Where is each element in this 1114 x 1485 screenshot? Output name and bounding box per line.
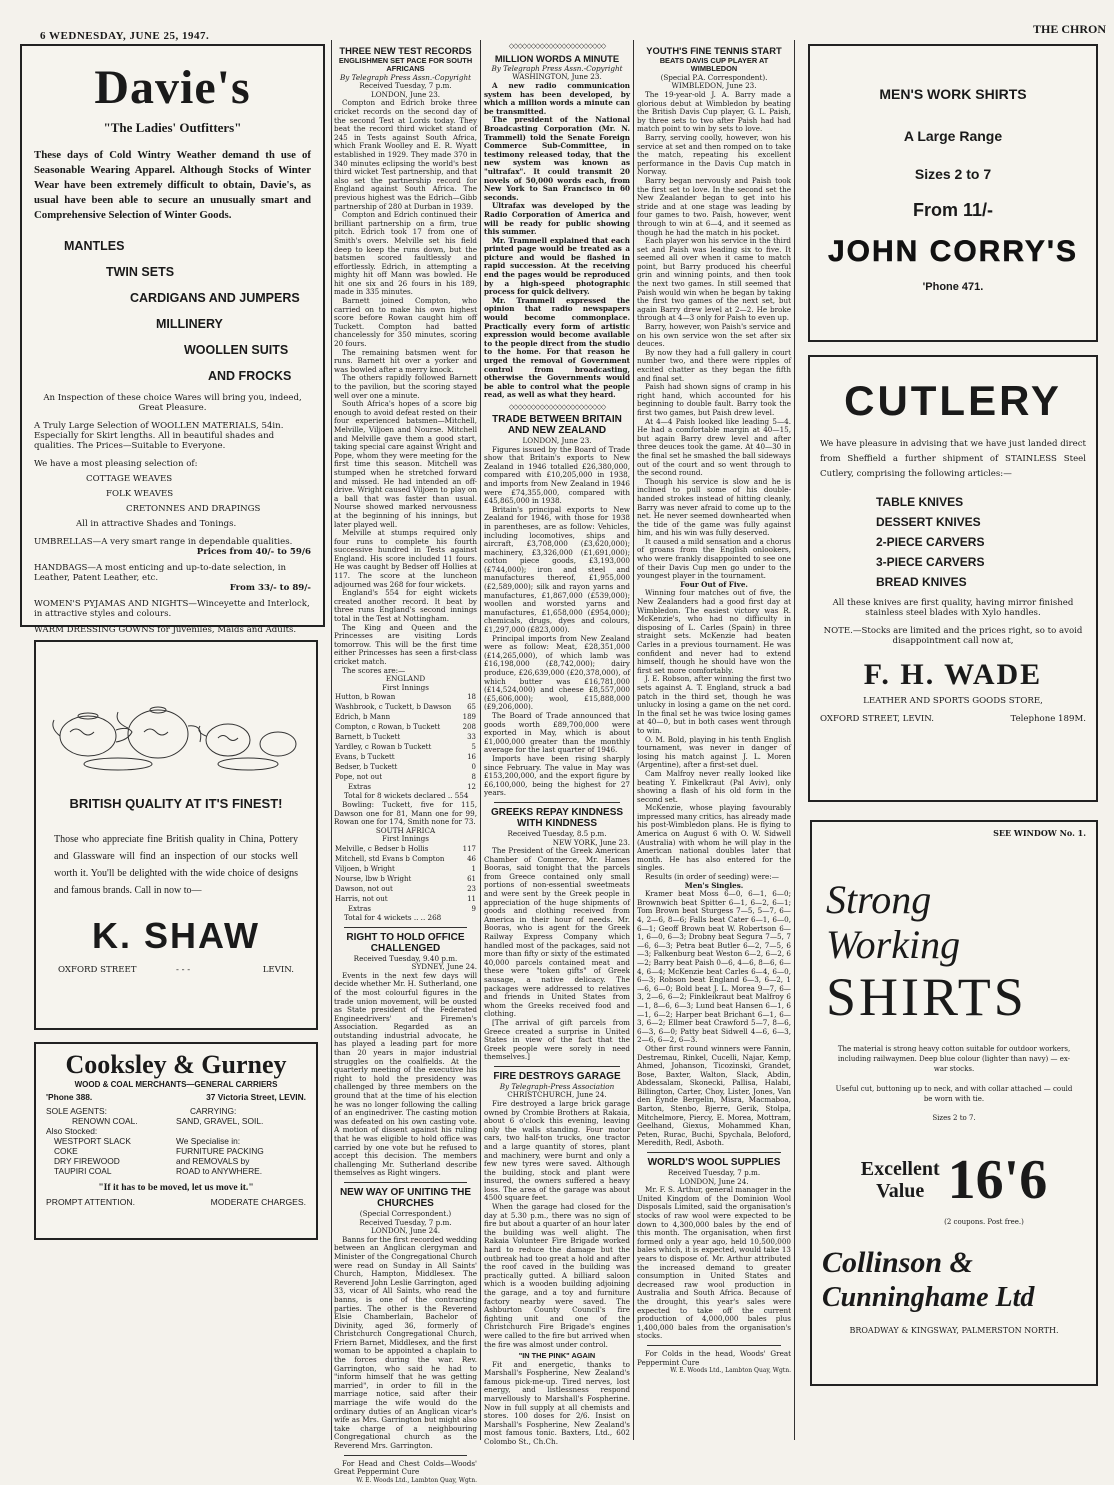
- cold-cure-ad: For Head and Chest Colds—Woods' Great Peppermint Cure: [334, 1458, 477, 1477]
- article-paragraph: Compton and Edrich broke three cricket records on the second day of the second Test at Lords today. They beat the record third wicket stand of 245 in Tests against South Africa, which Frank Woolley and E. R. Wyatt established in 1929. They made 370 in 340 minutes eclipsing the world's best third wicket Test partnership, and that also set the partnership record for England against South Africa. The previous highest was the Edrich—Gibb partnership of 280 at Durban in 1939.: [334, 98, 477, 211]
- article-paragraph: South Africa's hopes of a score big enough to avoid defeat rested on their four experienced batsmen—Mitchell, Melville, Viljoen and Nourse. Mitchell and Melville gave them a good start, taking special care against Wright and Pope, whom they were meeting for the first time this season. Mitchell was stumped when he stretched forward and missed. He had intended an off-drive. Wright caused Viljoen to play on a ball that was faster than usual. Nourse showed marked nervousness at the beginning of his innings, but later played well.: [334, 399, 477, 529]
- score-row: Compton, c Rowan, b Tuckett 208: [335, 723, 476, 732]
- collinson-strong: Strong: [826, 877, 932, 922]
- cooksley-footer-left: PROMPT ATTENTION.: [46, 1197, 135, 1207]
- davies-handbags: HANDBAGS—A most enticing and up-to-date selection, in Leather, Patent Leather, etc.: [34, 563, 287, 583]
- article-paragraph: A new radio communication system has been developed, by which a million words a minute can be transmitted.: [484, 81, 630, 116]
- corry-sizes: Sizes 2 to 7: [914, 166, 992, 182]
- cooksley-stocked-item: COKE: [54, 1146, 78, 1156]
- davies-item: WOOLLEN SUITS: [184, 343, 289, 357]
- shaw-dashes: - - -: [176, 965, 191, 975]
- collinson-price: 16'6: [947, 1149, 1048, 1211]
- collinson-name-1: Collinson &: [822, 1246, 973, 1279]
- cooksley-footer-right: MODERATE CHARGES.: [210, 1197, 306, 1207]
- wade-item: 2-PIECE CARVERS: [876, 535, 985, 549]
- corry-ad: [808, 44, 1098, 342]
- davies-umbrellas-price: Prices from 40/- to 59/6: [196, 547, 311, 557]
- england-bowling: Bowling: Tuckett, five for 115, Dawson one for 81, Mann one for 99, Rowan one for 174, Smith none for 73.: [334, 799, 477, 827]
- sa-scorecard: [334, 844, 477, 914]
- cooksley-address: 37 Victoria Street, LEVIN.: [206, 1092, 306, 1102]
- article-paragraph: Cam Malfroy never really looked like beating Y. Finkelkraut (Pal Aviv), only showing a flash of his old form in the second set.: [637, 768, 791, 804]
- test-received: Received Tuesday, 7 p.m.: [359, 81, 452, 91]
- cooksley-sub: WOOD & COAL MERCHANTS—GENERAL CARRIERS: [74, 1080, 278, 1089]
- trade-dateline: LONDON, June 23.: [522, 435, 592, 445]
- article-paragraph: It caused a mild sensation and a chorus of groans from the English onlookers, who were frankly disappointed to see one of their Davis Cup men go under to the youngest player in the tournament.: [637, 536, 791, 581]
- date-line: 6 WEDNESDAY, JUNE 25, 1947.: [40, 30, 210, 42]
- wade-intro: We have pleasure in advising that we have just landed direct from Sheffield a further shipment of STAINLESS Steel Cutlery, comprising the following articles:—: [820, 439, 1086, 479]
- article-paragraph: The remaining batsmen went for runs. Barnett hit over a yorker and was bowled after a merry knock.: [334, 347, 477, 374]
- davies-selection-intro: We have a most pleasing selection of:: [34, 459, 198, 469]
- column-rule: [633, 40, 634, 1440]
- score-row: Evans, b Tuckett 16: [335, 753, 476, 762]
- score-row: Mitchell, std Evans b Compton 46: [335, 854, 476, 863]
- sa-innings: First Innings: [382, 834, 429, 844]
- article-paragraph: Fire destroyed a large brick garage owned by Crombie Brothers at Rakaia, about 6 o'clock this evening, leaving only the walls standing. Four motor cars, two half-ton trucks, one tractor and a large quantity of stores, plant and machinery, were burnt and only a few new tyres were saved. Although the building, stock and plant were insured, the owners suffered a heavy loss. The area of the garage was about 4500 square feet.: [484, 1098, 630, 1203]
- shaw-town: LEVIN.: [262, 965, 294, 975]
- davies-weave: FOLK WEAVES: [106, 489, 174, 499]
- davies-ad: [20, 44, 325, 635]
- davies-tagline: "The Ladies' Outfitters": [103, 120, 242, 135]
- shaw-ad: [34, 640, 318, 1030]
- wade-item: 3-PIECE CARVERS: [876, 555, 985, 569]
- davies-item: MILLINERY: [156, 317, 223, 331]
- article-paragraph: Results (in order of seeding) were:—: [645, 872, 779, 882]
- article-paragraph: Winning four matches out of five, the New Zealanders had a good first day at Wimbledon. The easiest victory was R. McKenzie's, who had no difficulty in disposing of L. Carles (Spain) in three straight sets. McKenzie had beaten Carles in a previous tournament. He was confident and never had to extend himself, though he should have won the first set more comfortably.: [637, 588, 791, 675]
- article-paragraph: Each player won his service in the third set and Paish was leading six to five. It seemed all over when it came to match point, but Barry produced his cheerful grin and winning points, and then took the next two games. In still seemed that Paish would win when he began by taking the first two games of the next set, but again Barry drew level at 2—2. He broke through at 4—3 only for Paish to even up.: [637, 236, 791, 323]
- article-paragraph: The others rapidly followed Barnett to the pavilion, but the scoring stayed well over one a minute.: [334, 373, 477, 400]
- article-paragraph: By now they had a full gallery in court number two, and there were ripples of excited chatter as they began the fifth and final set.: [637, 347, 791, 383]
- davies-gowns: WARM DRESSING GOWNS for Juveniles, Maids and Adults.: [34, 625, 297, 635]
- davies-name: Davie's: [94, 61, 251, 114]
- score-row: Melville, c Bedser b Hollis 117: [335, 844, 476, 853]
- article-paragraph: The President of the Greek American Chamber of Commerce, Mr. Hames Booras, said tonight that the parcels from Greece contained only small portions of non-essential sweetmeats and were sent by the Greek people in appreciation of the huge shipments of goods and clothing received from America in their hour of needs. Mr. Booras, who is agent for the Greek Railway Express Company which handled most of the packages, said not more than fifty or sixty of the estimated 40,000 parcels contained meat and these were "token gifts" of Greek sausage, a native delicacy. The packages were addressed to relatives and friends in United States from whom the Greeks received food and clothing.: [484, 846, 630, 1019]
- england-head: ENGLAND: [385, 674, 426, 684]
- tea-set-illustration: [48, 666, 306, 776]
- davies-weave: COTTAGE WEAVES: [86, 474, 173, 484]
- wool-received: Received Tuesday, 7 p.m.: [667, 1168, 761, 1178]
- cooksley-stocked-item: DRY FIREWOOD: [54, 1156, 120, 1166]
- million-headline: MILLION WORDS A MINUTE: [494, 53, 620, 64]
- davies-item: TWIN SETS: [106, 265, 175, 279]
- article-paragraph: Figures issued by the Board of Trade show that Britain's exports to New Zealand in 1946 totalled £26,380,000, compared with £10,205,000 in 1938, and imports from New Zealand in 1946 were £74,355,000, compared with £45,865,000 in 1938.: [484, 444, 630, 506]
- million-byline: By Telegraph Press Assn.-Copyright: [491, 64, 623, 73]
- article-paragraph: The president of the National Broadcasting Corporation (Mr. N. Trammell) told the Senate Foreign Commerce Sub-Committee, in testimony released today, that the new system was known as "ultrafax". It could transmit 20 novels of 50,000 words each, from New York to San Francisco in 60 seconds.: [484, 115, 630, 202]
- greeks-headline: GREEKS REPAY KINDNESS WITH KINDNESS: [490, 806, 624, 829]
- article-paragraph: McKenzie, whose playing favourably impressed many critics, has already made his post-Wimbledon plans. He is flying to America on August 6 with O. W. Sidwell (Australia) with whom he will play in the American national doubles later that month. He has also entered for the singles.: [637, 803, 791, 873]
- wade-street: OXFORD STREET, LEVIN.: [820, 714, 934, 724]
- collinson-desc: The material is strong heavy cotton suitable for outdoor workers, including railwaymen. Deep blue colour (lighter than navy) — ex-war stocks.: [837, 1045, 1071, 1073]
- score-row: Bedser, b Tuckett 0: [335, 763, 476, 772]
- cooksley-special-item: FURNITURE PACKING: [176, 1146, 264, 1156]
- cooksley-special-head: We Specialise in:: [176, 1136, 241, 1146]
- tennis-dateline: WIMBLEDON, June 23.: [671, 81, 757, 91]
- news-column-3: [484, 42, 630, 1446]
- article-paragraph: [The arrival of gift parcels from Greece created a surprise in United States in view of the fact that the Greek people were sorely in need themselves.]: [484, 1017, 630, 1062]
- article-paragraph: Events in the next few days will decide whether Mr. H. Sutherland, one of the most colourful figures in the trade union movement, will be ousted as State president of the Federated Engineedrivers' and Firemen's Association. Regarded as an outstanding industrial advocate, he has played a leading part for more than 20 years in major industrial struggles on the coalfields. At the quarterly meeting of the executive his right to hold the presidency was challenged by three members on the ground that at the time of his election he was no longer following the calling of an enginedriver. The casting motion was defeated on his own casting vote. A motion of dissent against his ruling that he was eligible to hold office was carried by one vote but he refused to accept this decision. The members challenging Mr. Sutherland describe themselves as Right wingers.: [334, 970, 477, 1178]
- cooksley-special-item: and REMOVALS by: [176, 1156, 250, 1166]
- article-paragraph: Barry, however, won Paish's service and on his own service won the set after six deuces.: [637, 322, 791, 349]
- score-row: Barnett, b Tuckett 33: [335, 733, 476, 742]
- cooksley-stocked-head: Also Stocked:: [46, 1126, 98, 1136]
- tennis-singles-results: Kramer beat Moss 6—0, 6—1, 6—0; Brownwich beat Spitter 6—1, 6—2, 6—1; Tom Brown beat Sturgess 7—5, 5—7, 6—4, 2—6, 8—6; Falls beat Cater 6—1, 6—0, 6—1; Geoff Brown beat W. Robertson 6—1, 6—0, 6—3; Drobny beat Segura 7—5, 7—6, 6—3; Petra beat Butler 6—2, 7—5, 6—3; Falkenburg beat Weston 6—2, 6—2, 6—2; Barry beat Paish 0—6, 4—6, 8—6, 6—4, 6—4; McKenzie beat Carles 6—4, 6—0, 6—3; Robson beat England 6—3, 6—2, 1—6, 6—0; Bold beat J. L. Morea 9—7, 6—3, 2—6, 6—2; Finkleikraut beat Malfroy 6—1, 8—6, 6—3; Lund beat Hansen 6—1, 6—1, 6—2; Harper beat Brichant 6—1, 6—3, 6—2; Ellmer beat Crawford 5—7, 8—6, 6—3, 6—0; Patty beat Sidwell 4—6, 6—3, 2—6, 6—2, 6—3.: [637, 889, 791, 1045]
- collinson-value-word: Value: [876, 1180, 925, 1202]
- england-innings: First Innings: [382, 682, 429, 692]
- collinson-address: BROADWAY & KINGSWAY, PALMERSTON NORTH.: [849, 1326, 1059, 1335]
- collinson-coupons: (2 coupons. Post free.): [944, 1218, 1024, 1226]
- article-paragraph: Compton and Edrich continued their brilliant partnership on a firm, true pitch. Edrich took 17 from one of Smith's overs. Melville set his field deep to keep the runs down, but the batsmen scored faultlessly and effortlessly. Edrich, in attempting a mighty hit off Mann was bowled. He hit one six and 26 fours in his 189, made in 335 minutes.: [334, 210, 477, 297]
- cooksley-stocked-item: TAUPIRI COAL: [54, 1166, 112, 1176]
- davies-intro: These days of Cold Wintry Weather demand th use of Seasonable Wearing Apparel. Although Stocks of Winter Wear have been extremely difficult to obtain, Davie's, as usual have been able to secure an unusually smart and Comprehensive Selection of Winter Goods.: [34, 149, 311, 221]
- trade-headline: TRADE BETWEEN BRITAIN AND NEW ZEALAND: [492, 413, 622, 436]
- article-paragraph: Melville at stumps required only four runs to complete his fourth successive hundred in Tests against England. His score included 11 fours. He was caught by Bedser off Hollies at 117. The score at the luncheon adjourned was 268 for four wickets.: [334, 528, 477, 589]
- score-row: Harris, not out 11: [335, 894, 476, 903]
- office-headline: RIGHT TO HOLD OFFICE CHALLENGED: [346, 931, 465, 954]
- article-paragraph: Barry began nervously and Paish took the first set to love. In the second set the New Zealander began to get into his stride and at one stage was leading by four games to two. Paish, however, went through to win at 6—4, and it seemed as though he had the match in his pocket.: [637, 175, 791, 237]
- cooksley-ad: [34, 1042, 318, 1240]
- wade-phone: Telephone 189M.: [1010, 714, 1086, 724]
- article-paragraph: O. M. Bold, playing in his tenth English tournament, was never in danger of losing his match against J. L. Moren (Argentine), after a first-set duel.: [637, 734, 791, 770]
- church-dateline: LONDON, June 24.: [370, 1226, 441, 1236]
- wade-item: TABLE KNIVES: [876, 495, 964, 509]
- ornament-rule: ◇◇◇◇◇◇◇◇◇◇◇◇◇◇◇◇◇◇◇◇◇◇: [508, 402, 606, 411]
- test-headline: THREE NEW TEST RECORDS: [339, 45, 472, 56]
- davies-handbags-price: From 33/- to 89/-: [229, 583, 311, 593]
- england-scorecard: [334, 692, 477, 792]
- article-paragraph: Though his service is slow and he is inclined to pull some of his double-handed strokes instead of hitting cleanly, Barry was never afraid to come up to the net. He never seemed downhearted when the tide of the game was fully against him, and his win was fully deserved.: [637, 476, 791, 538]
- cooksley-agents-head: SOLE AGENTS:: [46, 1106, 107, 1116]
- collinson-ad: [810, 820, 1098, 1386]
- greeks-received: Received Tuesday, 8.5 p.m.: [507, 828, 607, 838]
- sa-head: SOUTH AFRICA: [375, 825, 436, 835]
- cooksley-motto: "If it has to be moved, let us move it.": [98, 1182, 254, 1193]
- test-dateline: LONDON, June 23.: [370, 89, 441, 99]
- sa-total: Total for 4 wickets .. .. 268: [344, 912, 442, 922]
- article-paragraph: Barry, serving coolly, however, won his service at set and then romped on to take the match, repeating his excellent performance in the Davis Cup match in Norway.: [637, 132, 791, 177]
- fire-byline: By Telegraph-Press Association: [499, 1081, 615, 1091]
- test-subhead: ENGLISHMEN SET PACE FOR SOUTH AFRICANS: [338, 56, 473, 74]
- tennis-other-winners: Other first round winners were Fannin, Destremau, Rinkel, Cucelli, Najar, Kemp, Ahmed, Johanson, Ticozinski, Grandet, Bose, Baxter, Walton, Slack, Abdin, Abdessalam, Skonecki, Pallisa, Halabi, Billington, Carter, Choy, Lister, Jones, Van den Eynde Bergelin, Misra, Macmaboa, Barton, Stenbo, Bjerre, Gerik, Stolpa, Mitchelmore, Piercy, E. Morea, Mottram, Geelhand, Giexus, Mohammed Khan, Peten, Rurac, Buchi, Spychala, Beloford, Meredith, Redl, Asboth.: [637, 1043, 791, 1148]
- score-row: Edrich, b Mann 189: [335, 713, 476, 722]
- corry-phone: 'Phone 471.: [922, 281, 984, 293]
- masthead: [0, 0, 1114, 42]
- church-correspondent: (Special Correspondent.): [359, 1208, 452, 1218]
- column-rule: [331, 40, 332, 1440]
- article-paragraph: Barnett joined Compton, who carried on to make his own highest score before Rowan caught him off Tuckett. Compton had batted chancelessly for 350 minutes, scoring 20 fours.: [334, 296, 477, 349]
- article-paragraph: Principal imports from New Zealand were as follow: Meat, £28,351,000 (£14,265,000), of which lamb was £16,198,000 (£8,742,000); dairy produce, £26,639,000 (£20,378,000), of which butter was £16,781,000 (£14,524,000) and cheese £8,557,000 (£5,606,000); wool, £15,888,000 (£9,206,000).: [484, 633, 630, 712]
- pink-ad-body: Fit and energetic, thanks to Marshall's Fospherine, New Zealand's famous pick-me-up. Tired nerves, lost energy, and listlessness respond marvellously to Marshall's Fospherine. Now in full supply at all chemists and stores. 100 doses for 2/6. Insist on Marshall's Fospherine, New Zealand's most famous tonic. Baxters, Ltd., 602 Colombo St., Ch.Ch.: [484, 1359, 630, 1446]
- office-received: Received Tuesday, 9.40 p.m.: [353, 953, 458, 963]
- wade-ad: [808, 355, 1098, 802]
- article-paragraph: Banns for the first recorded wedding between an Anglican clergyman and Minister of the Congregational Church were read on Sunday in All Saints' Church, Hampton, Middlesex. The Reverend John Leslie Garrington, aged 33, vicar of All Saints, who read the banns, is one of the contracting parties. The other is the Reverend Elsie Chamberlain, Bachelor of Divinity, aged 36, formerly of Christchurch Congregational Church, Friern Barnet, Middlesex, and the first woman to be appointed a chaplain to the forces during the war. Rev. Garrington, who said he had to "inform himself that he was getting married", in order to fill in the marriage notice, said after their marriage the wife would do the ordinary duties of an Anglican vicar's wife as Mrs. Garrington but might also take charge of a neighbouring Congregational church as the Reverend Mrs. Garrington.: [334, 1234, 478, 1450]
- tennis-subhead: BEATS DAVIS CUP PLAYER AT WIMBLEDON: [659, 56, 769, 74]
- cold-cure-maker: W. E. Woods Ltd., Lambton Quay, Wgtn.: [670, 1367, 791, 1375]
- church-headline: NEW WAY OF UNITING THE CHURCHES: [339, 1186, 472, 1209]
- ornament-rule: ◇◇◇◇◇◇◇◇◇◇◇◇◇◇◇◇◇◇◇◇◇◇: [508, 42, 606, 50]
- tennis-correspondent: (Special P.A. Correspondent).: [660, 72, 768, 82]
- cold-cure-maker: W. E. Woods Ltd., Lambton Quay, Wgtn.: [356, 1476, 477, 1484]
- wade-sub: LEATHER AND SPORTS GOODS STORE,: [863, 696, 1043, 706]
- wade-name: F. H. WADE: [863, 658, 1043, 691]
- davies-item: MANTLES: [64, 239, 125, 253]
- column-rule: [794, 40, 795, 1440]
- score-row: Dawson, not out 23: [335, 884, 476, 893]
- davies-weave: CRETONNES AND DRAPINGS: [126, 504, 261, 514]
- collinson-sizes: Sizes 2 to 7.: [932, 1114, 976, 1122]
- tennis-four-head: Four Out of Five.: [680, 579, 748, 589]
- davies-materials: A Truly Large Selection of WOOLLEN MATERIALS, 54in. Especially for Skirt lengths. All in beautiful shades and qualities. The Prices—Suitable to Everyone.: [34, 421, 284, 451]
- test-byline: By Telegraph Press Assn.-Copyright: [340, 72, 471, 82]
- cooksley-name: Cooksley & Gurney: [65, 1050, 287, 1079]
- news-column-4: [637, 42, 791, 1440]
- scores-head: The scores are:—: [342, 665, 406, 675]
- cooksley-stocked-item: WESTPORT SLACK: [54, 1136, 131, 1146]
- wade-note: NOTE.—Stocks are limited and the prices right, so to avoid disappointment call now at,: [823, 626, 1083, 646]
- article-paragraph: Britain's principal exports to New Zealand for 1946, with those for 1938 in parentheses, are as follow: Vehicles, including locomotives, ships and aircraft, £3,708,000 (£3,620,000); machinery, £3,326,000 (£1,691,000); cotton piece goods, £3,193,000 (£744,000); iron and steel and manufactures thereof, £1,955,000 (£2,589,000); silk and rayon yarns and manufactures, £1,867,000 (£539,000); woollen and worsted yarns and manufactures, £1,658,000 (£954,000); chemicals, drugs, dyes and colours, £1,297,000 (£823,000).: [484, 504, 630, 635]
- collinson-shirts: SHIRTS: [826, 967, 1027, 1027]
- office-dateline: SYDNEY, June 24.: [411, 962, 477, 972]
- score-row: Pope, not out 8: [335, 773, 476, 782]
- paper-title: THE CHRON: [1032, 22, 1106, 36]
- cooksley-agents: RENOWN COAL.: [72, 1116, 138, 1126]
- pink-headline: "IN THE PINK" AGAIN: [518, 1351, 596, 1361]
- score-row: Extras 12: [348, 783, 476, 792]
- score-row: Washbrook, c Tuckett, b Dawson 65: [335, 703, 476, 712]
- wool-dateline: LONDON, June 24.: [679, 1176, 749, 1186]
- score-row: Yardley, c Rowan b Tuckett 5: [335, 743, 476, 752]
- cold-cure-ad: For Colds in the head, Woods' Great Peppermint Cure: [637, 1348, 791, 1367]
- article-paragraph: Mr. F. S. Arthur, general manager in the United Kingdom of the Dominion Wool Disposals Limited, said the organisation's stocks of raw wool were expected to be down to 4,300,000 bales by the end of this month. The organisation, when first formed only a year ago, held 10,500,000 bales which, it is expected, would take 13 years to dispose of. Mr. Arthur attributed the increased demand to greater consumption in United States and decreased raw wool production in Australia and South Africa. Because of the drought, this year's sales were expected to take off the current production of 4,000,000 bales plus 1,400,000 bales from the organisation's stocks.: [637, 1185, 791, 1341]
- score-row: Nourse, lbw b Wright 61: [335, 874, 476, 883]
- article-paragraph: England's 554 for eight wickets created another record. It beat by three runs England's second innings total in the Test at Nottingham.: [334, 588, 477, 624]
- shaw-street: OXFORD STREET: [58, 965, 137, 975]
- cooksley-phone: 'Phone 388.: [46, 1092, 93, 1102]
- article-paragraph: J. E. Robson, after winning the first two sets against A. T. England, struck a bad patch in the third set, though he was unlucky in losing a game on the net cord. In the final set he was twice losing games at 40—0, but in both cases went through to win.: [637, 674, 791, 735]
- collinson-name-2: Cunninghame Ltd: [822, 1282, 1035, 1313]
- fire-dateline: CHRISTCHURCH, June 24.: [507, 1090, 607, 1100]
- davies-item: AND FROCKS: [208, 369, 292, 383]
- church-received: Received Tuesday, 7 p.m.: [359, 1217, 452, 1227]
- shaw-name: K. SHAW: [91, 915, 260, 956]
- davies-umbrellas: UMBRELLAS—A very smart range in dependable qualities.: [34, 537, 293, 547]
- score-row: Hutton, b Rowan 18: [335, 693, 476, 702]
- tennis-singles-head: Men's Singles.: [684, 880, 744, 890]
- wade-item: DESSERT KNIVES: [876, 515, 981, 529]
- corry-price: From 11/-: [912, 200, 994, 220]
- article-paragraph: Paish had shown signs of cramp in his right hand, which accounted for his beginning to double fault. Barry took the first two games, but Paish drew level.: [637, 382, 791, 417]
- article-paragraph: The 19-year-old J. A. Barry made a glorious debut at Wimbledon by beating the British Davis Cup player, G. L. Paish, by three sets to two after Paish had had match point to win by sets to love.: [637, 90, 791, 134]
- wade-headline: CUTLERY: [844, 377, 1062, 424]
- wade-quality: All these knives are first quality, having mirror finished stainless steel blades with Xylo handles.: [832, 598, 1074, 618]
- davies-item: CARDIGANS AND JUMPERS: [130, 291, 300, 305]
- article-paragraph: Mr. Trammell explained that each printed page would be treated as a picture and would be flashed in rapid succession. At the receiving end the pages would be reproduced by a high-speed photographic process for quick delivery.: [484, 235, 630, 297]
- wade-item: BREAD KNIVES: [876, 575, 967, 589]
- article-paragraph: At 4—4 Paish looked like leading 5—4. He had a comfortable margin at 40—15, but again Barry drew level and after three deuces took the game. At 40—30 in the final set he smashed the ball sideways out of the court and so went through to the second round.: [637, 416, 791, 478]
- article-paragraph: Mr. Trammell expressed the opinion that radio newspapers would become commonplace. Practically every form of artistic expression would become available to the people direct from the studio to the home. For that reason he urged the removal of Government control from broadcasting, otherwise the Governments would be able to control what the people read, as well as what they heard.: [484, 295, 630, 400]
- collinson-working: Working: [826, 922, 961, 967]
- collinson-see-window: SEE WINDOW No. 1.: [993, 828, 1086, 838]
- score-row: Viljoen, b Wright 1: [335, 864, 476, 873]
- davies-inspection: An Inspection of these choice Wares will bring you, indeed, Great Pleasure.: [43, 393, 302, 413]
- article-paragraph: When the garage had closed for the day at 5.30 p.m., there was no sign of fire but about a quarter of an hour later the building was well alight. The Rakaia Volunteer Fire Brigade worked hard to reduce the damage but the outbreak had too great a hold and after the roof caved in the building was practically gutted. A billiard saloon which is a wooden building adjoining the garage, and a toy and furniture factory nearby were saved. The Ashburton County Council's fire fighting unit and one of the Christchurch Fire Brigade's engines were called to the fire but arrived when the fire was almost under control.: [484, 1202, 630, 1349]
- fire-headline: FIRE DESTROYS GARAGE: [493, 1070, 621, 1082]
- column-rule: [480, 40, 481, 1440]
- davies-weaves-note: All in attractive Shades and Tonings.: [76, 519, 237, 529]
- article-paragraph: Ultrafax was developed by the Radio Corporation of America and will be ready for public showing this summer.: [484, 201, 630, 237]
- score-row: Extras 9: [348, 904, 476, 913]
- cooksley-carrying: SAND, GRAVEL, SOIL.: [176, 1116, 264, 1126]
- news-column-2: [334, 42, 478, 1484]
- collinson-value-word: Excellent: [860, 1158, 940, 1180]
- article-paragraph: Imports have been rising sharply since February. The value in May was £153,200,000, and the export figure by £6,100,000, being the highest for 27 years.: [484, 753, 630, 798]
- shaw-headline: BRITISH QUALITY AT IT'S FINEST!: [69, 796, 283, 811]
- davies-pyjamas: WOMEN'S PYJAMAS AND NIGHTS—Winceyette and Interlock, in attractive styles and colours.: [34, 599, 310, 619]
- england-total: Total for 8 wickets declared .. 554: [344, 791, 469, 801]
- shaw-body: Those who appreciate fine British quality in China, Pottery and Glassware will find an inspection of our stocks well worth it. You'll be delighted with the wide choice of designs and famous brands. Call in now to—: [54, 834, 298, 896]
- cooksley-carrying-head: CARRYING:: [190, 1106, 237, 1116]
- corry-range: A Large Range: [903, 128, 1003, 144]
- corry-headline: MEN'S WORK SHIRTS: [879, 86, 1027, 102]
- article-paragraph: The Board of Trade announced that goods worth £89,700,000 were exported in May, which is about £1,000,000 greater than the monthly average for the last quarter of 1946.: [484, 710, 630, 755]
- greeks-dateline: NEW YORK, June 23.: [552, 837, 630, 847]
- article-paragraph: The King and Queen and the Princesses are visiting Lords tomorrow. This will be the first time either Princesses has seen a first-class cricket match.: [334, 622, 477, 666]
- collinson-desc2: Useful cut, buttoning up to neck, and with collar attached — could be worn with tie.: [835, 1085, 1073, 1103]
- cooksley-special-item: ROAD to ANYWHERE.: [176, 1166, 263, 1176]
- corry-name: JOHN CORRY'S: [827, 235, 1079, 268]
- million-dateline: WASHINGTON, June 23.: [512, 72, 602, 82]
- wool-headline: WORLD'S WOOL SUPPLIES: [647, 1157, 781, 1169]
- tennis-headline: YOUTH'S FINE TENNIS START: [646, 45, 782, 56]
